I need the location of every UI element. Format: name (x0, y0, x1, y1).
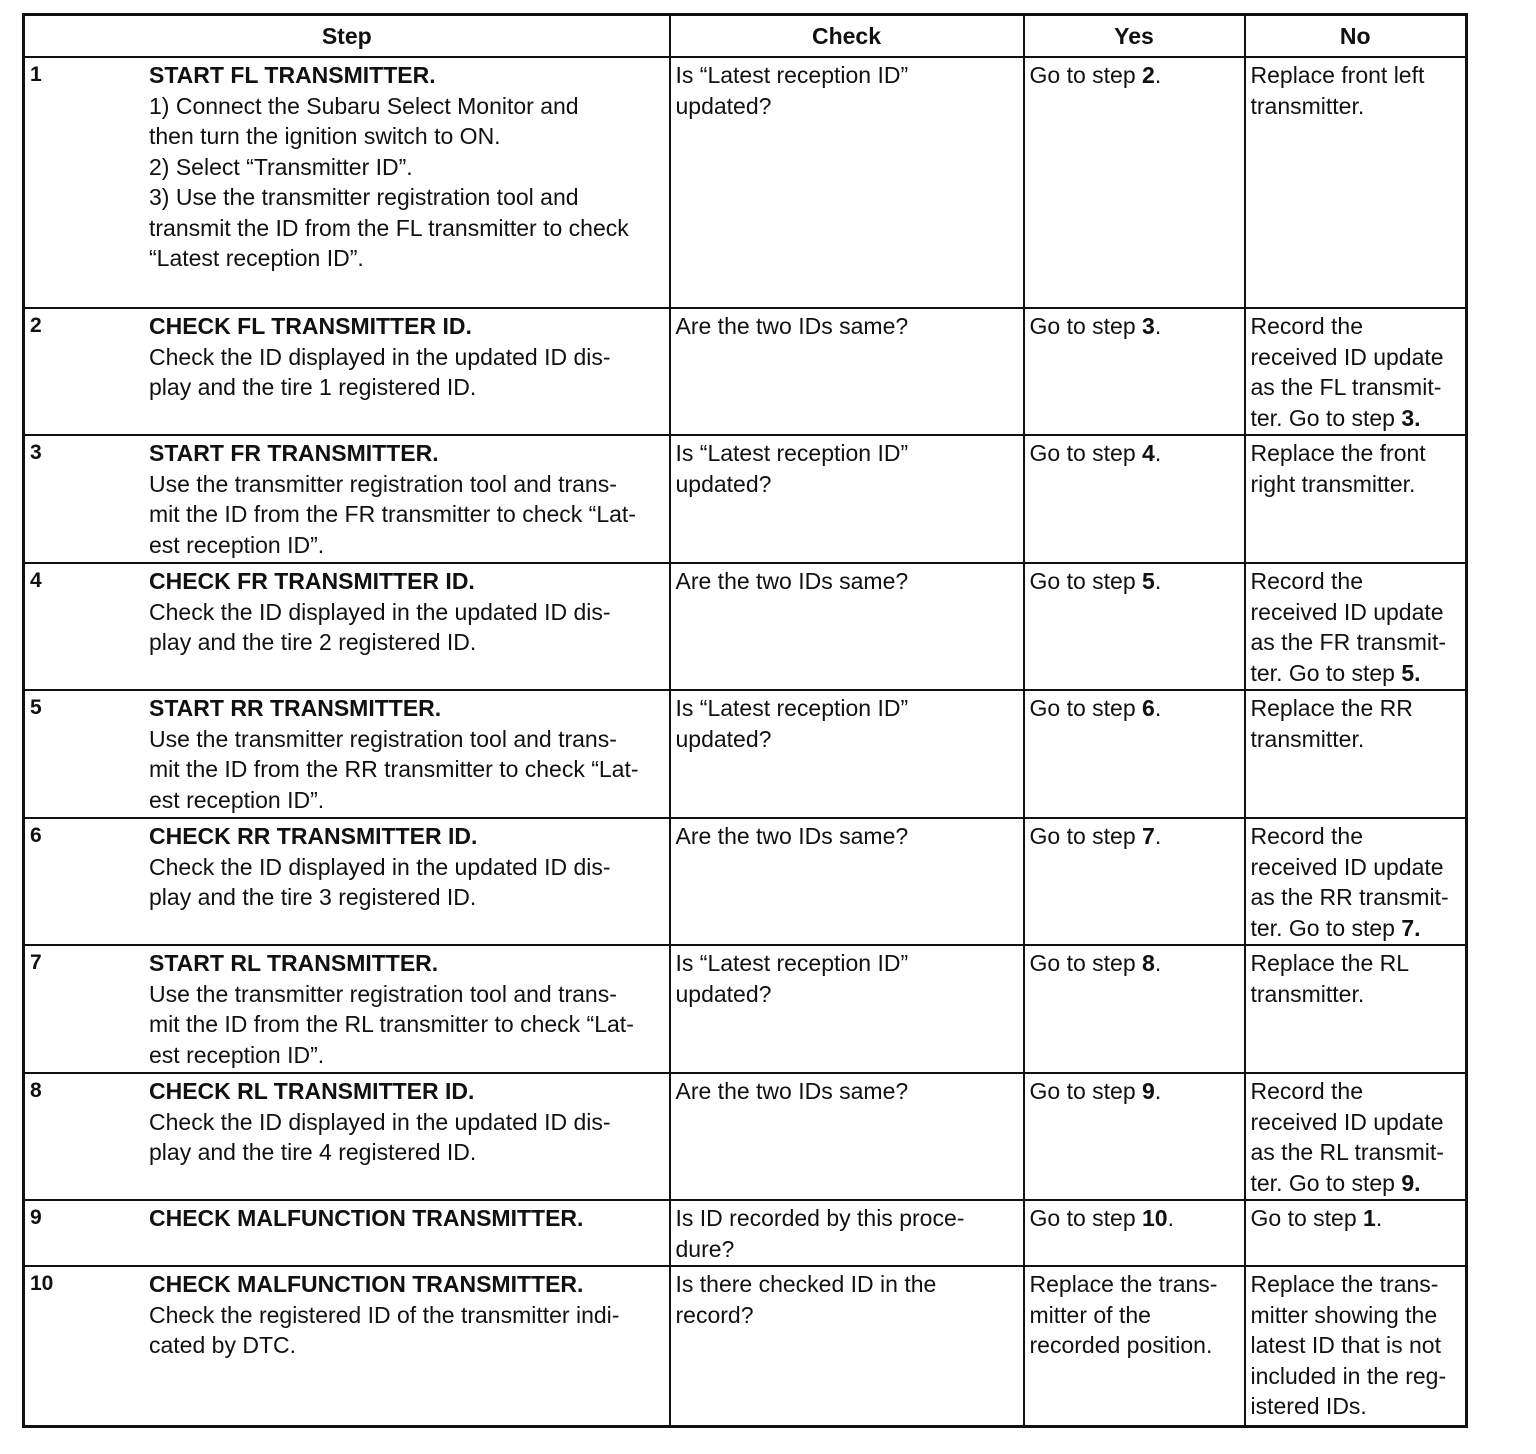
no-goto-step: 3. (1401, 404, 1421, 431)
yes-text-line: Replace the trans- (1029, 1271, 1218, 1297)
step-cell (24, 1200, 670, 1266)
step-description (149, 311, 664, 403)
step-cell (24, 308, 670, 435)
step-cell (24, 435, 670, 563)
step-number: 10 (30, 1272, 54, 1295)
step-title: CHECK MALFUNCTION TRANSMITTER. (149, 1271, 584, 1297)
yes-goto-suffix: . (1154, 695, 1162, 721)
no-text-line: istered IDs. (1250, 1393, 1367, 1419)
no-text-line: Record the (1250, 313, 1364, 339)
check-text-line: updated? (675, 725, 772, 752)
step-text-line: Check the ID displayed in the updated ID dis- (149, 598, 611, 625)
yes-goto-suffix: . (1154, 313, 1162, 339)
yes-goto-step: 10 (1142, 1205, 1168, 1231)
no-goto (1251, 913, 1461, 944)
no-cell (1245, 1200, 1467, 1266)
check-text-line: Is ID recorded by this proce- (675, 1205, 965, 1231)
no-cell (1245, 57, 1467, 308)
step-text-line: play and the tire 4 registered ID. (149, 1139, 477, 1165)
step-number: 8 (30, 1079, 42, 1102)
step-description (149, 60, 664, 274)
step-number: 4 (30, 569, 42, 592)
yes-goto (1030, 438, 1239, 469)
yes-cell (1024, 435, 1245, 563)
table-row (24, 57, 1467, 308)
check-cell (670, 818, 1024, 945)
check-text-line: Is “Latest reception ID” (675, 62, 909, 88)
no-cell (1245, 690, 1467, 818)
yes-goto (1030, 948, 1239, 979)
yes-text-line: mitter of the (1029, 1301, 1151, 1328)
yes-goto (1030, 1076, 1239, 1107)
no-cell (1245, 308, 1467, 435)
no-cell (1245, 435, 1467, 563)
check-cell (670, 57, 1024, 308)
no-goto-prefix: ter. Go to step (1250, 404, 1402, 431)
check-text-line: updated? (675, 980, 772, 1007)
no-text-line: as the RL transmit- (1250, 1139, 1444, 1165)
no-text-line: Replace front left (1250, 62, 1425, 88)
yes-text-line: recorded position. (1029, 1332, 1213, 1358)
no-text-line: transmitter. (1250, 980, 1365, 1007)
no-text-line: received ID update (1250, 343, 1444, 370)
step-title: CHECK MALFUNCTION TRANSMITTER. (149, 1205, 584, 1231)
step-cell (24, 1266, 670, 1426)
no-text-line: Replace the RR (1250, 695, 1413, 721)
header-step: Step (24, 15, 670, 58)
yes-goto-step: 5 (1142, 568, 1155, 594)
yes-cell (1024, 818, 1245, 945)
step-cell (24, 563, 670, 690)
yes-goto-prefix: Go to step (1029, 950, 1143, 976)
diagnostic-table (22, 13, 1468, 1428)
step-description (149, 821, 664, 913)
step-text-line: est reception ID”. (149, 786, 325, 813)
step-number: 5 (30, 696, 42, 719)
yes-goto-step: 6 (1142, 695, 1155, 721)
no-text-line: as the RR transmit- (1250, 884, 1449, 910)
check-text-line: Are the two IDs same? (675, 823, 909, 849)
yes-goto (1030, 311, 1239, 342)
check-text-line: Is “Latest reception ID” (675, 440, 909, 466)
step-description (149, 438, 664, 560)
yes-goto-step: 9 (1142, 1078, 1155, 1104)
step-text-line: est reception ID”. (149, 531, 325, 558)
no-text-line: transmitter. (1250, 725, 1365, 752)
step-number: 2 (30, 314, 42, 337)
no-text-line: received ID update (1250, 853, 1444, 880)
step-description (149, 1203, 664, 1234)
yes-cell (1024, 563, 1245, 690)
step-number: 6 (30, 824, 42, 847)
step-text-line: 3) Use the transmitter registration tool and (149, 184, 579, 210)
step-text-line: Check the ID displayed in the updated ID dis- (149, 343, 611, 370)
no-cell (1245, 1073, 1467, 1200)
step-title: CHECK FR TRANSMITTER ID. (149, 568, 475, 594)
step-title: START RR TRANSMITTER. (149, 695, 442, 721)
no-goto-prefix: ter. Go to step (1250, 659, 1402, 686)
step-text-line: cated by DTC. (149, 1332, 296, 1358)
check-cell (670, 308, 1024, 435)
table-row (24, 818, 1467, 945)
yes-cell (1024, 308, 1245, 435)
table-row (24, 1200, 1467, 1266)
no-text-line: right transmitter. (1250, 470, 1416, 497)
header-yes: Yes (1024, 15, 1245, 58)
yes-goto-step: 2 (1142, 62, 1155, 88)
step-description (149, 693, 664, 815)
yes-goto (1030, 566, 1239, 597)
step-number: 9 (30, 1206, 42, 1229)
yes-cell (1024, 57, 1245, 308)
table-row (24, 435, 1467, 563)
no-text-line: Replace the front (1250, 440, 1426, 466)
step-cell (24, 818, 670, 945)
step-number: 3 (30, 441, 42, 464)
step-number: 7 (30, 951, 42, 974)
step-text-line: mit the ID from the RL transmitter to check “Lat- (149, 1011, 634, 1037)
step-text-line: Check the registered ID of the transmitter indi- (149, 1301, 620, 1328)
no-goto (1251, 658, 1461, 689)
no-text-line: Record the (1250, 1078, 1364, 1104)
no-goto-step: 9. (1401, 1169, 1421, 1196)
table-body (24, 57, 1467, 1426)
no-text-line: Record the (1250, 568, 1364, 594)
step-title: START FR TRANSMITTER. (149, 440, 439, 466)
check-cell (670, 1266, 1024, 1426)
step-title: CHECK RR TRANSMITTER ID. (149, 823, 478, 849)
step-cell (24, 945, 670, 1073)
step-title: START FL TRANSMITTER. (149, 62, 436, 88)
no-text-line: Record the (1250, 823, 1364, 849)
check-text-line: updated? (675, 470, 772, 497)
step-text-line: Use the transmitter registration tool and trans- (149, 980, 617, 1007)
step-title: START RL TRANSMITTER. (149, 950, 439, 976)
check-text-line: record? (675, 1301, 754, 1328)
step-text-line: play and the tire 1 registered ID. (149, 374, 477, 400)
step-description (149, 566, 664, 658)
yes-goto (1030, 1203, 1239, 1234)
yes-cell (1024, 690, 1245, 818)
step-text-line: 2) Select “Transmitter ID”. (149, 153, 413, 180)
no-cell (1245, 563, 1467, 690)
no-goto (1251, 1168, 1461, 1199)
yes-goto-prefix: Go to step (1029, 313, 1143, 339)
check-text-line: Is “Latest reception ID” (675, 950, 909, 976)
no-text-line: included in the reg- (1250, 1362, 1447, 1389)
yes-goto-suffix: . (1154, 950, 1162, 976)
step-cell (24, 690, 670, 818)
yes-goto (1030, 693, 1239, 724)
no-text-line: latest ID that is not (1250, 1332, 1441, 1358)
no-text-line: mitter showing the (1250, 1301, 1438, 1328)
yes-cell (1024, 945, 1245, 1073)
yes-goto-prefix: Go to step (1029, 440, 1143, 466)
no-goto (1251, 403, 1461, 434)
step-text-line: transmit the ID from the FL transmitter to check (149, 214, 629, 241)
step-text-line: Use the transmitter registration tool and trans- (149, 470, 617, 497)
table-row (24, 945, 1467, 1073)
check-cell (670, 1200, 1024, 1266)
check-text-line: Are the two IDs same? (675, 313, 909, 339)
step-text-line: est reception ID”. (149, 1041, 325, 1068)
yes-cell (1024, 1266, 1245, 1426)
step-title: CHECK FL TRANSMITTER ID. (149, 313, 472, 339)
table-row (24, 690, 1467, 818)
header-no: No (1245, 15, 1467, 58)
step-description (149, 1269, 664, 1361)
step-text-line: play and the tire 3 registered ID. (149, 884, 477, 910)
no-goto-suffix: . (1375, 1205, 1383, 1231)
step-cell (24, 1073, 670, 1200)
header-check: Check (670, 15, 1024, 58)
no-goto-prefix: ter. Go to step (1250, 1169, 1402, 1196)
step-text-line: play and the tire 2 registered ID. (149, 629, 477, 655)
step-title: CHECK RL TRANSMITTER ID. (149, 1078, 475, 1104)
check-cell (670, 563, 1024, 690)
step-description (149, 1076, 664, 1168)
yes-goto-prefix: Go to step (1029, 695, 1143, 721)
no-goto-step: 1 (1363, 1205, 1376, 1231)
table-row (24, 563, 1467, 690)
table-row (24, 1073, 1467, 1200)
table-row (24, 308, 1467, 435)
no-goto-prefix: ter. Go to step (1250, 914, 1402, 941)
no-text-line: as the FR transmit- (1250, 629, 1447, 655)
no-text-line: Replace the RL (1250, 950, 1410, 976)
check-text-line: dure? (675, 1235, 735, 1262)
step-text-line: mit the ID from the FR transmitter to check “Lat- (149, 501, 636, 527)
yes-goto-suffix: . (1154, 1078, 1162, 1104)
step-text-line: Use the transmitter registration tool and trans- (149, 725, 617, 752)
yes-goto (1030, 821, 1239, 852)
yes-cell (1024, 1073, 1245, 1200)
yes-goto-suffix: . (1154, 568, 1162, 594)
check-cell (670, 1073, 1024, 1200)
yes-goto-suffix: . (1154, 62, 1162, 88)
check-text-line: Are the two IDs same? (675, 1078, 909, 1104)
no-goto-prefix: Go to step (1250, 1205, 1364, 1231)
yes-goto-prefix: Go to step (1029, 1078, 1143, 1104)
step-text-line: mit the ID from the RR transmitter to check “Lat- (149, 756, 639, 782)
step-cell (24, 57, 670, 308)
yes-goto-step: 3 (1142, 313, 1155, 339)
no-text-line: transmitter. (1250, 92, 1365, 119)
yes-goto-step: 4 (1142, 440, 1155, 466)
no-goto-step: 7. (1401, 914, 1421, 941)
step-number: 1 (30, 63, 42, 86)
step-text-line: Check the ID displayed in the updated ID dis- (149, 853, 611, 880)
no-text-line: as the FL transmit- (1250, 374, 1442, 400)
step-text-line: “Latest reception ID”. (149, 245, 364, 271)
step-text-line: then turn the ignition switch to ON. (149, 123, 501, 149)
yes-goto-prefix: Go to step (1029, 823, 1143, 849)
check-cell (670, 435, 1024, 563)
yes-goto-suffix: . (1154, 823, 1162, 849)
yes-goto-suffix: . (1167, 1205, 1174, 1231)
no-text-line: Replace the trans- (1250, 1271, 1439, 1297)
no-goto (1251, 1203, 1461, 1234)
step-text-line: Check the ID displayed in the updated ID dis- (149, 1108, 611, 1135)
table-header-row (24, 15, 1467, 58)
step-description (149, 948, 664, 1070)
no-text-line: received ID update (1250, 1108, 1444, 1135)
yes-goto-prefix: Go to step (1029, 62, 1143, 88)
check-text-line: Are the two IDs same? (675, 568, 909, 594)
check-cell (670, 690, 1024, 818)
yes-goto-prefix: Go to step (1029, 568, 1143, 594)
check-text-line: updated? (675, 92, 772, 119)
step-text-line: 1) Connect the Subaru Select Monitor and (149, 92, 579, 119)
no-cell (1245, 818, 1467, 945)
no-goto-step: 5. (1401, 659, 1421, 686)
yes-goto-prefix: Go to step (1029, 1205, 1143, 1231)
yes-goto (1030, 60, 1239, 91)
yes-cell (1024, 1200, 1245, 1266)
check-text-line: Is there checked ID in the (675, 1271, 937, 1297)
no-text-line: received ID update (1250, 598, 1444, 625)
table-row (24, 1266, 1467, 1426)
yes-goto-suffix: . (1154, 440, 1162, 466)
yes-goto-step: 8 (1142, 950, 1155, 976)
check-cell (670, 945, 1024, 1073)
check-text-line: Is “Latest reception ID” (675, 695, 909, 721)
no-cell (1245, 1266, 1467, 1426)
yes-goto-step: 7 (1142, 823, 1155, 849)
no-cell (1245, 945, 1467, 1073)
